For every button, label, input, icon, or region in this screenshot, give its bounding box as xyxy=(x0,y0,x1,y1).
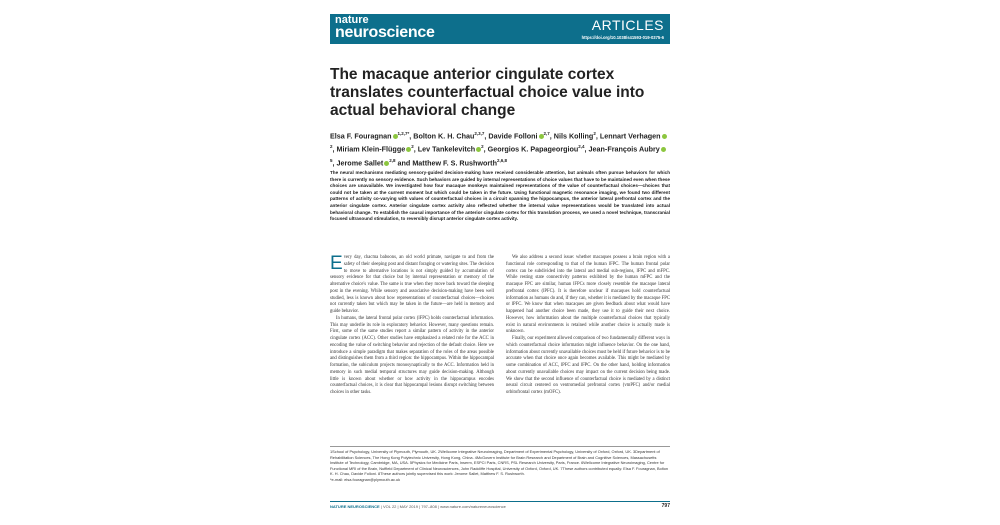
author-name[interactable]: Nils Kolling xyxy=(553,131,594,141)
article-page xyxy=(322,0,678,525)
author-separator: , xyxy=(483,144,488,154)
paragraph-text: very day, chacma baboons, an old world primate, navigate to and from the safety of their sleeping post and distant foraging or watering sites. The decision to move to alternative locations is not simply guided by accumulation of sensory evidence for that choice but by internal representation or memory of the alternative choice's value. The same is true when they move back toward the sleeping post in the evening. While sensory and associative decision-making have been well studied, less is known about how representations of counterfactual choices—choices not currently taken but which may be taken in the future—are held in memory and guide behavior. xyxy=(330,255,494,314)
abstract: The neural mechanisms mediating sensory-guided decision-making have received considerable attention, but animals often pursue behaviors for which there is currently no sensory evidence. Such behaviors are guided by internal representations of choice values that have to be maintained even when these choices are unavailable. We investigated how four macaque monkeys maintained representations of the value of counterfactual choices—choices that could not be taken at the current moment but which could be taken in the future. Using functional magnetic resonance imaging, we found two different patterns of activity co-varying with values of counterfactual choices in a circuit spanning the hippocampus, the anterior lateral prefrontal cortex and the anterior cingulate cortex. Anterior cingulate cortex activity also reflected whether the internal value representations would be translated into actual behavioral change. To establish the causal importance of the anterior cingulate cortex for this translation process, we used a novel technique, transcranial focused ultrasound stimulation, to reversibly disrupt anterior cingulate cortex activity. xyxy=(330,170,670,222)
section-label: ARTICLES xyxy=(591,17,664,33)
author-affiliation-marker: 2 xyxy=(593,131,596,136)
logo-line-nature: nature xyxy=(335,14,369,26)
author-affiliation-marker: 2,7 xyxy=(543,131,550,136)
footnote-divider xyxy=(330,446,670,447)
author-name[interactable]: Miriam Klein-Flügge xyxy=(336,144,406,154)
author-name[interactable]: Bolton K. H. Chau xyxy=(413,131,475,141)
journal-logo[interactable] xyxy=(335,15,435,41)
author-affiliation-marker: 2 xyxy=(330,144,333,150)
author-affiliation-marker: 2,3,7 xyxy=(474,131,485,136)
footer-citation xyxy=(330,504,506,509)
author-name[interactable]: Georgios K. Papageorgiou xyxy=(487,144,579,154)
footer-journal: NATURE NEUROSCIENCE xyxy=(330,504,380,509)
body-column-left xyxy=(330,255,494,397)
author-list xyxy=(330,128,670,168)
author-name[interactable]: Elsa F. Fouragnan xyxy=(330,131,392,141)
orcid-icon[interactable] xyxy=(661,147,666,152)
author-separator: , xyxy=(584,144,589,154)
author-separator: , xyxy=(409,131,414,141)
author-affiliation-marker: 2,8 xyxy=(389,157,396,163)
author-name[interactable]: Lev Tankelevitch xyxy=(417,144,476,154)
author-separator: , xyxy=(595,131,600,141)
logo-line-neuroscience: neuroscience xyxy=(335,24,435,41)
author-affiliation-marker: 2 xyxy=(411,144,414,150)
author-name[interactable]: Davide Folloni xyxy=(488,131,538,141)
orcid-icon[interactable] xyxy=(662,134,667,139)
email-link[interactable]: *e-mail: elsa.fouragnan@plymouth.ac.uk xyxy=(330,476,401,482)
author-separator: , xyxy=(484,131,489,141)
affiliations xyxy=(330,449,670,483)
page-number: 797 xyxy=(661,503,670,509)
journal-header-bar xyxy=(330,14,670,44)
author-name[interactable]: Matthew F. S. Rushworth xyxy=(412,158,497,168)
body-column-right xyxy=(506,255,670,397)
drop-cap: E xyxy=(330,253,343,274)
author-affiliation-marker: 1,2,7* xyxy=(397,131,410,136)
doi-link[interactable]: https://doi.org/10.1038/s41593-019-0375-6 xyxy=(581,35,664,40)
author-separator: , xyxy=(413,144,418,154)
author-name[interactable]: Jerome Sallet xyxy=(336,158,384,168)
body-paragraph: Finally, our experiment allowed comparison of two fundamentally different ways in which counterfactual choice information might influence behavior. On the one hand, information about currently unavailable choices must be held if future behavior is to be accurate when that choice once again becomes available. This might be mediated by some combination of ACC, lPFC and lFPC. On the other hand, holding information about currently unavailable choices may impact on the current decision being made. We show that the second influence of counterfactual choice is mediated by a distinct neural circuit centered on ventromedial prefrontal cortex (vmPFC) and/or medial orbitofrontal cortex (mOFC). xyxy=(506,336,670,395)
author-affiliation-marker: 2,6,8 xyxy=(496,157,507,163)
article-title: The macaque anterior cingulate cortex translates counterfactual choice value into actual behavioral change xyxy=(330,66,645,119)
body-paragraph: We also address a second issue: whether macaques possess a brain region with a functional role corresponding to that of the human lFPC. The human frontal polar cortex can be subdivided into the lateral and medial sub-regions, lFPC and mFPC. While resting state connectivity patterns exhibited by the human mFPC and the macaque FPC are similar, human lFPCs more closely resemble the macaque lateral prefrontal cortex (lPFC). It is therefore unclear if macaques hold counterfactual information as humans do and, if they can, whether it is mediated by the macaque FPC or lPFC. We know that when macaques are given feedback about what would have happened had another choice been made, they use it to guide their next choice. However, how information about the multiple counterfactual choices that typically exist in natural environments is retained while another choice is actually made is unknown. xyxy=(506,255,670,335)
affiliations-text: 1School of Psychology, University of Plymouth, Plymouth, UK. 2Wellcome Integrative Neuroimaging, Department of Experimental Psychology, University of Oxford, Oxford, UK. 3Department of Rehabilitation Sciences, The Hong Kong Polytechnic University, Hong Kong, China. 4McGovern Institute for Brain Research and Department of Brain and Cognitive Sciences, Massachusetts Institute of Technology, Cambridge, MA, USA. 5Physics for Medicine Paris, Inserm, ESPCI Paris, CNRS, PSL Research University, Paris, France. 6Wellcome Integrative Neuroimaging, Centre for Functional MRI of the Brain, Nuffield Department of Clinical Neurosciences, John Radcliffe Hospital, University of Oxford, Oxford, UK. 7These authors contributed equally: Elsa F. Fouragnan, Bolton K. H. Chau, Davide Folloni. 8These authors jointly supervised this work: Jerome Sallet, Matthew F. S. Rushworth. xyxy=(330,449,669,477)
author-separator: and xyxy=(395,158,413,168)
author-separator: , xyxy=(332,158,337,168)
author-separator: , xyxy=(332,144,337,154)
body-paragraph: In humans, the lateral frontal polar cortex (lFPC) holds counterfactual information. This may underlie its role in exploratory behavior. However, many questions remain. First, some of the same studies report a similar pattern of activity in the anterior cingulate cortex (ACC). Other studies have emphasized a related role for the ACC in encoding the value of switching behavior and rejection of the default choice. Here we introduce a simple paradigm that makes separation of the roles of the areas possible and distinguishes them from a third region: the hippocampus. Within the hippocampal formation, the subiculum projects monosynaptically to the ACC. Information held in memory in such medial temporal structures may guide decision-making. Although little is known about whether or how activity in the hippocampus encodes counterfactual choices, it is clear that hippocampal lesions disrupt switching between choices in other tasks. xyxy=(330,315,494,395)
author-separator: , xyxy=(549,131,554,141)
author-name[interactable]: Lennart Verhagen xyxy=(599,131,661,141)
author-name[interactable]: Jean-François Aubry xyxy=(588,144,660,154)
author-affiliation-marker: 5 xyxy=(330,157,333,163)
footer-citation-text[interactable]: | VOL 22 | MAY 2019 | 797–808 | www.nature.com/natureneuroscience xyxy=(379,504,506,509)
author-affiliation-marker: 2 xyxy=(481,144,484,150)
body-paragraph xyxy=(330,255,494,316)
author-affiliation-marker: 2,4 xyxy=(578,144,585,150)
footer-rule xyxy=(330,501,670,502)
